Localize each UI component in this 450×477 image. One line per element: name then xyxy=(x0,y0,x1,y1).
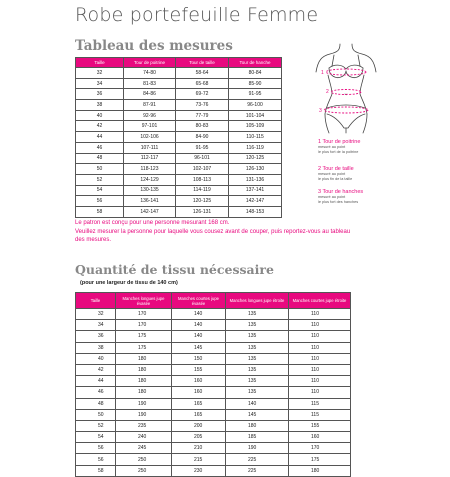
table-cell: 145 xyxy=(226,409,289,420)
table-row xyxy=(76,68,282,79)
fabric-table xyxy=(75,292,351,477)
table-cell: 52 xyxy=(76,420,116,431)
table-cell: 38 xyxy=(76,342,116,353)
table-row xyxy=(76,309,351,320)
legend-hips xyxy=(318,189,363,205)
page-title: Robe portefeuille Femme xyxy=(75,4,319,26)
table-cell: 126-130 xyxy=(229,164,282,175)
table-cell: 110 xyxy=(289,376,351,387)
table-row xyxy=(76,364,351,375)
table-cell: 107-111 xyxy=(124,142,176,153)
table-cell: 56 xyxy=(76,443,116,454)
table-cell: 102-106 xyxy=(124,132,176,143)
table-cell: 165 xyxy=(172,398,226,409)
table-cell: 190 xyxy=(226,443,289,454)
table-cell: 140 xyxy=(172,309,226,320)
table-cell: 110 xyxy=(289,364,351,375)
table-cell: 114-119 xyxy=(176,185,229,196)
table-cell: 142-147 xyxy=(229,196,282,207)
table-cell: 96-101 xyxy=(176,153,229,164)
table-row xyxy=(76,432,351,443)
table-cell: 160 xyxy=(172,387,226,398)
table-cell: 52 xyxy=(76,174,124,185)
table-cell: 135 xyxy=(226,376,289,387)
table-row xyxy=(76,174,282,185)
table-cell: 50 xyxy=(76,164,124,175)
table-cell: 175 xyxy=(116,342,172,353)
table-cell: 32 xyxy=(76,68,124,79)
table-cell: 91-95 xyxy=(176,142,229,153)
table-cell: 190 xyxy=(116,409,172,420)
table-cell: 135 xyxy=(226,364,289,375)
table-row xyxy=(76,387,351,398)
table-cell: 120-125 xyxy=(176,196,229,207)
table-row xyxy=(76,409,351,420)
table-cell: 34 xyxy=(76,320,116,331)
table-cell: 130-135 xyxy=(124,185,176,196)
table-cell: 135 xyxy=(226,342,289,353)
table-cell: 245 xyxy=(116,443,172,454)
table-cell: 110 xyxy=(289,331,351,342)
table-cell: 87-91 xyxy=(124,100,176,111)
table-cell: 80-83 xyxy=(176,121,229,132)
table-cell: 145 xyxy=(172,342,226,353)
table-cell: 240 xyxy=(116,432,172,443)
table-cell: 140 xyxy=(172,320,226,331)
body-measurement-figure-icon xyxy=(310,42,382,134)
table-cell: 250 xyxy=(116,454,172,465)
table-cell: 170 xyxy=(289,443,351,454)
table-cell: 235 xyxy=(116,420,172,431)
table-row xyxy=(76,398,351,409)
column-header: Taille xyxy=(76,58,124,68)
table-row xyxy=(76,454,351,465)
table-row xyxy=(76,376,351,387)
table-cell: 135 xyxy=(226,387,289,398)
table-cell: 110 xyxy=(289,387,351,398)
note-line: Le patron est conçu pour une personne mesurant 168 cm. xyxy=(75,220,230,226)
table-cell: 135 xyxy=(226,309,289,320)
table-cell: 110 xyxy=(289,353,351,364)
measurements-table xyxy=(75,57,282,218)
table-row xyxy=(76,206,282,217)
table-cell: 48 xyxy=(76,153,124,164)
table-cell: 110 xyxy=(289,342,351,353)
legend-line: le plus fort des hanches xyxy=(318,200,359,204)
table-cell: 175 xyxy=(289,454,351,465)
table-cell: 155 xyxy=(289,420,351,431)
table-cell: 54 xyxy=(76,432,116,443)
table-cell: 142-147 xyxy=(124,206,176,217)
column-header: Manches longues jupe étroite xyxy=(226,293,289,309)
marker-1: 1 xyxy=(321,70,324,76)
table-cell: 36 xyxy=(76,89,124,100)
table-cell: 48 xyxy=(76,398,116,409)
table-cell: 180 xyxy=(116,364,172,375)
table-row xyxy=(76,89,282,100)
table-cell: 136-141 xyxy=(124,196,176,207)
table-cell: 115 xyxy=(289,409,351,420)
table-cell: 85-90 xyxy=(229,78,282,89)
fabric-subtitle: (pour une largeur de tissu de 140 cm) xyxy=(80,280,178,286)
table-cell: 170 xyxy=(116,320,172,331)
measurements-title: Tableau des mesures xyxy=(75,38,233,54)
column-header: Taille xyxy=(76,293,116,309)
table-cell: 210 xyxy=(172,443,226,454)
table-row xyxy=(76,420,351,431)
table-row xyxy=(76,465,351,476)
table-cell: 50 xyxy=(76,409,116,420)
table-cell: 155 xyxy=(172,364,226,375)
table-cell: 110 xyxy=(289,309,351,320)
table-cell: 126-131 xyxy=(176,206,229,217)
table-header-row xyxy=(76,58,282,68)
table-cell: 46 xyxy=(76,387,116,398)
table-cell: 137-141 xyxy=(229,185,282,196)
table-cell: 225 xyxy=(226,465,289,476)
table-cell: 148-153 xyxy=(229,206,282,217)
table-cell: 115 xyxy=(289,398,351,409)
legend-title: 1 Tour de poitrine xyxy=(318,139,361,145)
legend-line: mesuré au point xyxy=(318,172,346,176)
note-line: des mesures. xyxy=(75,237,112,243)
table-cell: 140 xyxy=(172,331,226,342)
table-row xyxy=(76,196,282,207)
table-row xyxy=(76,331,351,342)
column-header: Tour de poitrine xyxy=(124,58,176,68)
column-header: Tour de hanche xyxy=(229,58,282,68)
table-header-row xyxy=(76,293,351,309)
table-cell: 135 xyxy=(226,331,289,342)
table-cell: 150 xyxy=(172,353,226,364)
table-cell: 40 xyxy=(76,353,116,364)
table-cell: 180 xyxy=(116,376,172,387)
table-cell: 96-100 xyxy=(229,100,282,111)
table-cell: 91-95 xyxy=(229,89,282,100)
table-cell: 40 xyxy=(76,110,124,121)
table-cell: 44 xyxy=(76,132,124,143)
table-cell: 74-80 xyxy=(124,68,176,79)
table-cell: 140 xyxy=(226,398,289,409)
table-cell: 69-72 xyxy=(176,89,229,100)
table-cell: 65-68 xyxy=(176,78,229,89)
table-row xyxy=(76,121,282,132)
table-cell: 118-123 xyxy=(124,164,176,175)
legend-line: mesuré au point xyxy=(318,195,346,199)
table-row xyxy=(76,110,282,121)
table-row xyxy=(76,342,351,353)
table-cell: 110-115 xyxy=(229,132,282,143)
table-cell: 58 xyxy=(76,206,124,217)
table-row xyxy=(76,100,282,111)
table-cell: 97-101 xyxy=(124,121,176,132)
legend-title: 3 Tour de hanches xyxy=(318,189,364,195)
table-cell: 42 xyxy=(76,121,124,132)
column-header: Tour de taille xyxy=(176,58,229,68)
table-cell: 116-119 xyxy=(229,142,282,153)
table-cell: 81-83 xyxy=(124,78,176,89)
table-cell: 160 xyxy=(289,432,351,443)
table-cell: 124-129 xyxy=(124,174,176,185)
table-cell: 58 xyxy=(76,465,116,476)
table-cell: 112-117 xyxy=(124,153,176,164)
note-line: Veuillez mesurer la personne pour laquelle vous cousez avant de couper, puis reportez-vous au tableau xyxy=(75,228,351,235)
table-cell: 215 xyxy=(172,454,226,465)
table-cell: 56 xyxy=(76,454,116,465)
fabric-title: Quantité de tissu nécessaire xyxy=(75,262,274,277)
table-cell: 165 xyxy=(172,409,226,420)
column-header: Manches longues jupe évasée xyxy=(116,293,172,309)
table-cell: 46 xyxy=(76,142,124,153)
table-cell: 73-76 xyxy=(176,100,229,111)
table-cell: 84-90 xyxy=(176,132,229,143)
table-cell: 108-113 xyxy=(176,174,229,185)
table-cell: 250 xyxy=(116,465,172,476)
table-cell: 34 xyxy=(76,78,124,89)
legend-line: le plus fort de la poitrine xyxy=(318,150,359,154)
table-cell: 135 xyxy=(226,353,289,364)
column-header: Manches courtes jupe évasée xyxy=(172,293,226,309)
table-cell: 58-64 xyxy=(176,68,229,79)
table-cell: 205 xyxy=(172,432,226,443)
table-cell: 84-86 xyxy=(124,89,176,100)
table-cell: 92-96 xyxy=(124,110,176,121)
table-cell: 180 xyxy=(226,420,289,431)
table-row xyxy=(76,153,282,164)
table-row xyxy=(76,353,351,364)
table-cell: 200 xyxy=(172,420,226,431)
table-cell: 180 xyxy=(116,387,172,398)
table-cell: 32 xyxy=(76,309,116,320)
table-cell: 80-84 xyxy=(229,68,282,79)
table-cell: 180 xyxy=(116,353,172,364)
table-cell: 131-136 xyxy=(229,174,282,185)
table-cell: 44 xyxy=(76,376,116,387)
legend-title: 2 Tour de taille xyxy=(318,166,354,172)
legend-bust xyxy=(318,139,360,155)
table-cell: 56 xyxy=(76,196,124,207)
table-row xyxy=(76,185,282,196)
table-cell: 190 xyxy=(116,398,172,409)
table-cell: 77-79 xyxy=(176,110,229,121)
table-cell: 185 xyxy=(226,432,289,443)
table-cell: 101-104 xyxy=(229,110,282,121)
table-cell: 175 xyxy=(116,331,172,342)
table-row xyxy=(76,78,282,89)
pattern-note xyxy=(75,219,445,245)
legend-waist xyxy=(318,166,354,182)
table-cell: 120-125 xyxy=(229,153,282,164)
table-row xyxy=(76,443,351,454)
table-row xyxy=(76,320,351,331)
table-row xyxy=(76,164,282,175)
table-cell: 135 xyxy=(226,320,289,331)
legend-line: mesuré au point xyxy=(318,145,346,149)
marker-2: 2 xyxy=(326,89,329,95)
table-cell: 42 xyxy=(76,364,116,375)
marker-3: 3 xyxy=(319,108,322,114)
legend-line: le plus fin de la taille xyxy=(318,177,353,181)
table-cell: 230 xyxy=(172,465,226,476)
table-cell: 110 xyxy=(289,320,351,331)
column-header: Manches courtes jupe étroite xyxy=(289,293,351,309)
table-cell: 105-109 xyxy=(229,121,282,132)
table-cell: 102-107 xyxy=(176,164,229,175)
table-cell: 160 xyxy=(172,376,226,387)
table-row xyxy=(76,142,282,153)
table-cell: 38 xyxy=(76,100,124,111)
table-cell: 54 xyxy=(76,185,124,196)
table-cell: 36 xyxy=(76,331,116,342)
table-cell: 170 xyxy=(116,309,172,320)
table-cell: 225 xyxy=(226,454,289,465)
table-row xyxy=(76,132,282,143)
table-cell: 180 xyxy=(289,465,351,476)
